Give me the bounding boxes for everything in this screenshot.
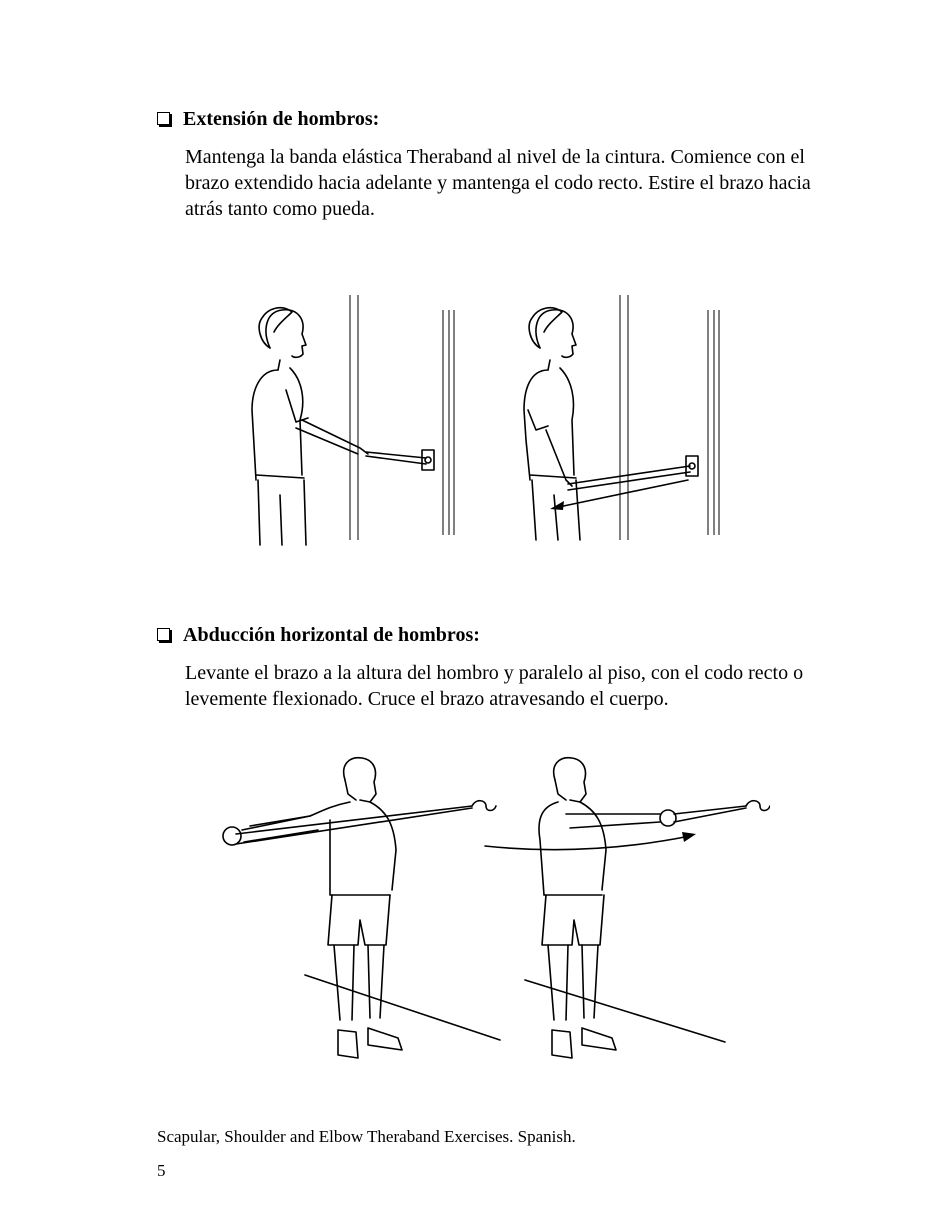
section-1-heading	[157, 107, 379, 131]
checkbox-icon[interactable]	[157, 112, 170, 125]
section-1-title: Extensión de hombros:	[183, 108, 380, 130]
section-2-body: Levante el brazo a la altura del hombro y paralelo al piso, con el codo recto o levemente flexionado. Cruce el brazo atravesando el cuerpo.	[185, 662, 804, 710]
section-2-title: Abducción horizontal de hombros:	[183, 624, 480, 646]
section-1-body: Mantenga la banda elástica Theraband al nivel de la cintura. Comience con el brazo extendido hacia adelante y mantenga el codo recto. Estire el brazo hacia atrás tanto como pueda.	[185, 146, 811, 220]
man-arm-abducted-illustration	[223, 758, 500, 1058]
footer-text: Scapular, Shoulder and Elbow Theraband Exercises. Spanish.	[157, 1127, 576, 1146]
woman-arm-forward-illustration	[252, 295, 454, 545]
page-number: 5	[157, 1161, 166, 1180]
shoulder-extension-figure	[230, 290, 740, 550]
section-2-heading	[157, 623, 480, 647]
man-arm-crossed-illustration	[485, 758, 770, 1058]
woman-arm-back-illustration	[524, 295, 719, 540]
checkbox-icon[interactable]	[157, 628, 170, 641]
horizontal-abduction-figure	[210, 750, 770, 1080]
